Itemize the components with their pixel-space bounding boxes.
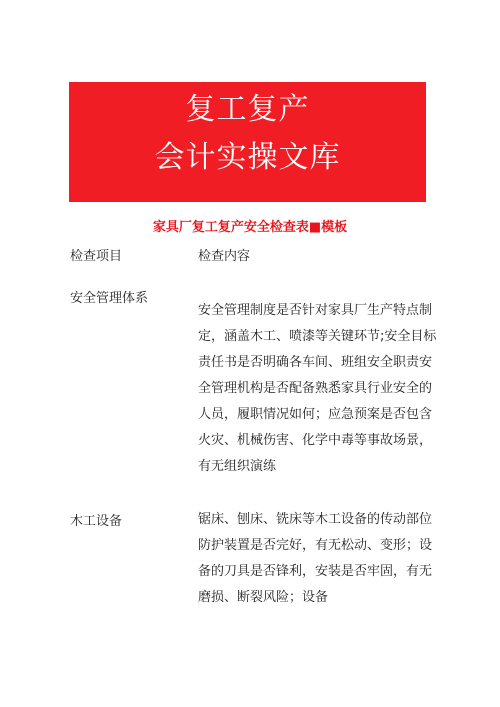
section-content-safety-management: 安全管理制度是否针对家具厂生产特点制定，涵盖木工、喷漆等关键环节;安全目标责任书是否明确各车间、班组安全职责安全管理机构是否配备熟悉家具行业安全的人员，履职情况如何；应急预案是否包含火灾、机械伤害、化学中毒等事故场景，有无组织演练 (198, 303, 437, 474)
section-label-safety-management: 安全管理体系 (70, 291, 149, 306)
header-check-content: 检查内容 (198, 249, 251, 264)
section-label-woodworking-equipment: 木工设备 (70, 514, 123, 529)
header-check-item: 检查项目 (70, 249, 123, 264)
cover-banner (69, 82, 426, 202)
banner-title-line2: 会计实操文库 (154, 140, 341, 175)
section-content-woodworking-equipment: 锯床、刨床、铣床等木工设备的传动部位防护装置是否完好，有无松动、变形；设备的刀具是否锋利，安装是否牢固，有无磨损、断裂风险；设备 (198, 512, 433, 605)
document-title: 家具厂复工复产安全检查表■模板 (152, 220, 348, 235)
banner-title-line1: 复工复产 (185, 92, 310, 127)
